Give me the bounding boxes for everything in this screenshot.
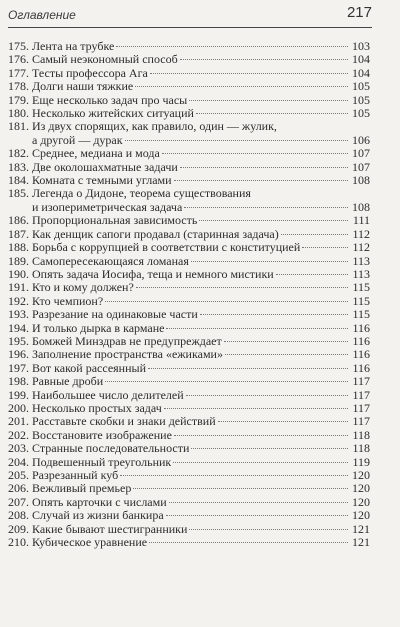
toc-entry-title: Заполнение пространства «ежиками»	[32, 348, 223, 362]
leader-dots	[276, 274, 348, 275]
toc-entry-page: 116	[352, 333, 370, 348]
toc-entry-number: 196.	[8, 347, 29, 362]
toc-entry	[8, 482, 370, 495]
toc-entry-title: Восстановите изображение	[32, 428, 172, 442]
toc-entry-title: Среднее, медиана и мода	[32, 147, 160, 161]
toc-entry-page: 107	[352, 146, 370, 161]
toc-entry	[8, 322, 370, 335]
toc-entry-continuation	[8, 201, 370, 214]
toc-entry-page: 103	[352, 39, 370, 53]
toc-entry-page: 112	[352, 240, 370, 255]
toc-entry-title: Как денщик сапоги продавал (старинная задача)	[32, 227, 279, 241]
leader-dots	[224, 341, 348, 342]
toc-entry-page: 120	[352, 494, 370, 509]
toc-entry-title: Лента на трубке	[32, 40, 115, 53]
toc-entry-page: 116	[352, 320, 370, 335]
toc-entry-page: 105	[352, 92, 370, 107]
toc-entry	[8, 456, 370, 469]
leader-dots	[125, 140, 348, 141]
toc-entry-title-continued: а другой — дурак	[32, 133, 123, 147]
toc-entry-number: 184.	[8, 173, 29, 188]
toc-entry-number: 210.	[8, 535, 29, 550]
toc-entry	[8, 429, 370, 442]
toc-entry	[8, 107, 370, 120]
toc-entry-title: Легенда о Дидоне, теорема существования	[32, 187, 251, 201]
toc-entry	[8, 80, 370, 93]
toc-entry-page: 118	[352, 441, 370, 456]
toc-entry-number: 193.	[8, 307, 29, 322]
toc-entry	[8, 536, 370, 549]
toc-entry	[8, 308, 370, 321]
toc-entry-page: 120	[352, 481, 370, 496]
toc-entry-page: 117	[352, 400, 370, 415]
toc-entry-number: 208.	[8, 508, 29, 523]
leader-dots	[136, 287, 348, 288]
toc-entry-page: 115	[352, 280, 370, 295]
toc-entry-title: Расставьте скобки и знаки действий	[32, 415, 216, 429]
toc-entry-number: 185.	[8, 186, 29, 201]
toc-entry-number: 175.	[8, 39, 29, 53]
leader-dots	[184, 207, 348, 208]
toc-entry-page: 116	[352, 360, 370, 375]
leader-dots	[148, 368, 348, 369]
leader-dots	[189, 529, 348, 530]
leader-dots	[281, 234, 348, 235]
toc-entry-page: 118	[352, 427, 370, 442]
leader-dots	[196, 113, 348, 114]
toc-entry-number: 197.	[8, 360, 29, 375]
toc-entry	[8, 228, 370, 241]
toc-entry	[8, 241, 370, 254]
toc-entry	[8, 214, 370, 227]
toc-entry-page: 105	[352, 106, 370, 121]
toc-entry	[8, 147, 370, 160]
toc-entry-number: 181.	[8, 119, 29, 134]
toc-entry-title: И только дырка в кармане	[32, 321, 165, 335]
toc-entry-title: Пропорциональная зависимость	[32, 214, 198, 228]
table-of-contents	[8, 40, 370, 549]
toc-entry	[8, 442, 370, 455]
toc-entry-title: Кто и кому должен?	[32, 281, 134, 295]
toc-entry-page: 119	[352, 454, 370, 469]
toc-entry	[8, 402, 370, 415]
page-number: 217	[346, 4, 372, 21]
toc-entry	[8, 469, 370, 482]
toc-entry-page: 108	[352, 199, 370, 214]
toc-entry-title: Разрезанный куб	[32, 469, 119, 482]
leader-dots	[135, 86, 348, 87]
toc-entry	[8, 335, 370, 348]
toc-entry-title: Опять задача Иосифа, теща и немного мистики	[32, 267, 274, 281]
toc-entry-page: 107	[352, 159, 370, 174]
leader-dots	[302, 247, 348, 248]
toc-entry-title: Несколько простых задач	[32, 401, 162, 415]
toc-entry	[8, 120, 370, 133]
toc-entry	[8, 348, 370, 361]
toc-entry-number: 180.	[8, 106, 29, 121]
toc-entry-number: 192.	[8, 293, 29, 308]
leader-dots	[189, 100, 348, 101]
toc-entry-number: 203.	[8, 441, 29, 456]
toc-entry-number: 187.	[8, 226, 29, 241]
toc-entry-title: Вот какой рассеянный	[32, 361, 147, 375]
toc-entry	[8, 174, 370, 187]
toc-entry-page: 104	[352, 52, 370, 67]
toc-entry-number: 204.	[8, 454, 29, 469]
leader-dots	[116, 46, 348, 47]
leader-dots	[174, 180, 348, 181]
leader-dots	[149, 542, 348, 543]
toc-entry-page: 113	[352, 266, 370, 281]
toc-entry	[8, 496, 370, 509]
toc-entry-title: Две околошахматные задачи	[32, 160, 178, 174]
toc-entry-page: 116	[352, 347, 370, 362]
toc-entry-number: 189.	[8, 253, 29, 268]
leader-dots	[180, 167, 348, 168]
toc-entry-title: Самый неэкономный способ	[32, 53, 178, 67]
toc-entry-title: Из двух спорящих, как правило, один — жулик,	[32, 120, 277, 134]
leader-dots	[150, 73, 348, 74]
toc-entry-page: 115	[352, 293, 370, 308]
toc-entry	[8, 281, 370, 294]
toc-entry-page: 117	[352, 387, 370, 402]
leader-dots	[225, 354, 348, 355]
leader-dots	[180, 59, 348, 60]
toc-entry-number: 183.	[8, 159, 29, 174]
toc-entry	[8, 255, 370, 268]
toc-entry-title: Подвешенный треугольник	[32, 455, 172, 469]
toc-entry-number: 191.	[8, 280, 29, 295]
leader-dots	[199, 220, 348, 221]
toc-entry-page: 121	[352, 535, 370, 550]
toc-entry-continuation	[8, 134, 370, 147]
toc-entry-number: 199.	[8, 387, 29, 402]
leader-dots	[162, 153, 348, 154]
toc-entry-title: Бомжей Минздрав не предупреждает	[32, 334, 222, 348]
toc-entry-page: 112	[352, 226, 370, 241]
toc-entry-number: 200.	[8, 400, 29, 415]
toc-entry-title: Несколько житейских ситуаций	[32, 107, 194, 121]
toc-entry-title-continued: и изопериметрическая задача	[32, 200, 183, 214]
toc-entry	[8, 523, 370, 536]
toc-entry-number: 190.	[8, 266, 29, 281]
toc-entry	[8, 415, 370, 428]
leader-dots	[166, 515, 348, 516]
toc-entry	[8, 268, 370, 281]
leader-dots	[186, 395, 348, 396]
toc-entry-number: 201.	[8, 414, 29, 429]
running-header	[8, 4, 372, 26]
toc-entry-title: Самопересекающаяся ломаная	[32, 254, 189, 268]
toc-entry	[8, 53, 370, 66]
toc-entry-page: 111	[352, 213, 370, 228]
leader-dots	[174, 435, 348, 436]
toc-entry-page: 117	[352, 414, 370, 429]
leader-dots	[105, 381, 348, 382]
toc-entry	[8, 375, 370, 388]
toc-entry-number: 179.	[8, 92, 29, 107]
toc-entry-page: 117	[352, 374, 370, 389]
toc-entry-number: 205.	[8, 468, 29, 482]
leader-dots	[120, 475, 348, 476]
toc-entry	[8, 295, 370, 308]
toc-entry-title: Какие бывают шестигранники	[32, 522, 188, 536]
toc-entry-number: 188.	[8, 240, 29, 255]
toc-entry	[8, 94, 370, 107]
toc-entry-number: 198.	[8, 374, 29, 389]
toc-entry-page: 115	[352, 307, 370, 322]
toc-entry-title: Кто чемпион?	[32, 294, 104, 308]
toc-entry	[8, 187, 370, 200]
toc-entry	[8, 362, 370, 375]
toc-entry-number: 207.	[8, 494, 29, 509]
toc-entry	[8, 389, 370, 402]
toc-entry	[8, 161, 370, 174]
toc-entry-title: Еще несколько задач про часы	[32, 93, 188, 107]
leader-dots	[133, 488, 348, 489]
toc-entry-page: 104	[352, 65, 370, 80]
toc-entry-title: Тесты профессора Ага	[32, 66, 148, 80]
leader-dots	[105, 301, 348, 302]
leader-dots	[166, 328, 348, 329]
toc-entry-page: 113	[352, 253, 370, 268]
toc-entry-title: Странные последовательности	[32, 442, 190, 456]
toc-entry-number: 206.	[8, 481, 29, 496]
toc-entry-title: Вежливый премьер	[32, 482, 132, 496]
header-rule	[8, 27, 372, 28]
header-title: Оглавление	[8, 8, 76, 22]
toc-entry-number: 176.	[8, 52, 29, 67]
toc-entry-number: 186.	[8, 213, 29, 228]
toc-entry-title: Случай из жизни банкира	[32, 509, 164, 523]
toc-entry	[8, 67, 370, 80]
toc-entry-page: 105	[352, 79, 370, 94]
toc-entry-title: Кубическое уравнение	[32, 536, 148, 550]
toc-entry-title: Разрезание на одинаковые части	[32, 308, 198, 322]
toc-entry-title: Борьба с коррупцией в соответствии с конституцией	[32, 241, 301, 255]
toc-entry-number: 177.	[8, 65, 29, 80]
toc-entry-number: 182.	[8, 146, 29, 161]
leader-dots	[173, 462, 348, 463]
toc-entry	[8, 40, 370, 53]
leader-dots	[164, 408, 348, 409]
toc-entry-page: 120	[352, 468, 370, 482]
toc-entry-page: 108	[352, 173, 370, 188]
toc-entry-page: 120	[352, 508, 370, 523]
toc-entry-title: Наибольшее число делителей	[32, 388, 184, 402]
toc-entry-number: 202.	[8, 427, 29, 442]
leader-dots	[191, 261, 348, 262]
toc-entry-title: Опять карточки с числами	[32, 495, 167, 509]
leader-dots	[169, 502, 348, 503]
toc-entry-page: 121	[352, 521, 370, 536]
toc-entry	[8, 509, 370, 522]
leader-dots	[218, 421, 348, 422]
toc-entry-number: 195.	[8, 333, 29, 348]
leader-dots	[191, 448, 348, 449]
leader-dots	[200, 314, 348, 315]
toc-entry-title: Комната с темными углами	[32, 174, 172, 188]
toc-entry-title: Долги наши тяжкие	[32, 80, 134, 94]
toc-entry-number: 194.	[8, 320, 29, 335]
toc-entry-page: 106	[352, 132, 370, 147]
toc-entry-number: 178.	[8, 79, 29, 94]
toc-entry-title: Равные дроби	[32, 375, 104, 389]
toc-entry-number: 209.	[8, 521, 29, 536]
